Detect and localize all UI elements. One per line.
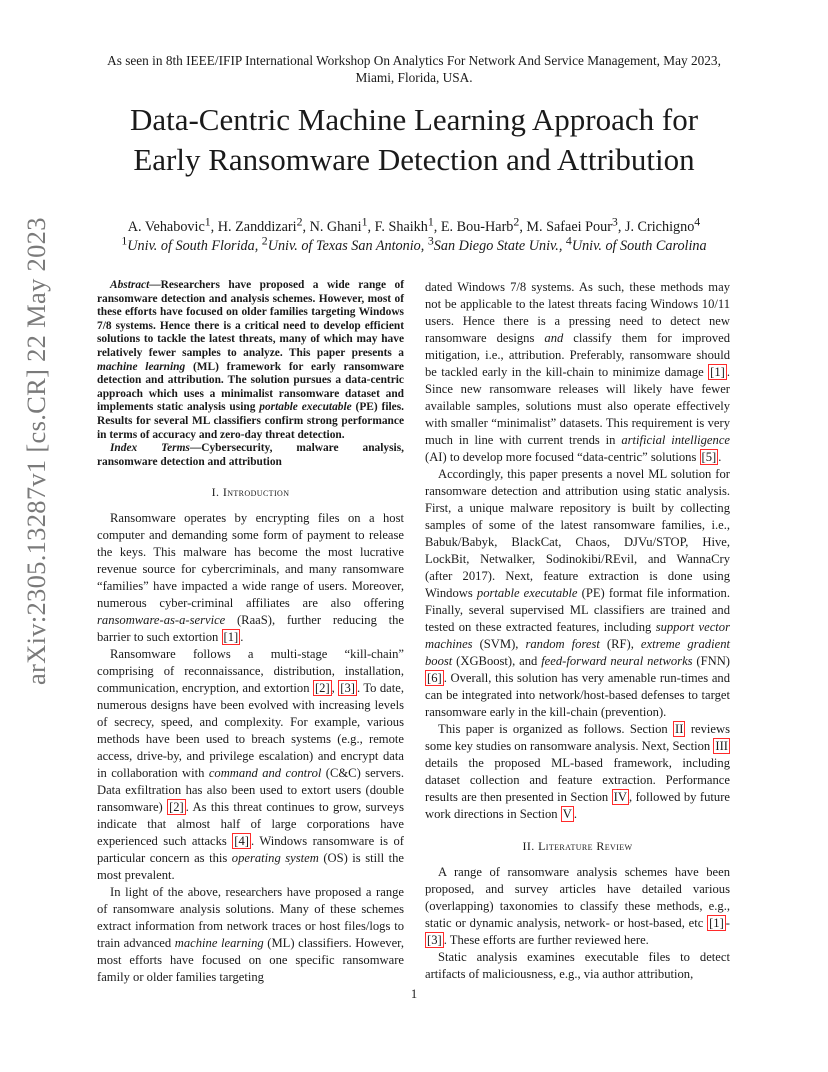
author: E. Bou-Harb$^2$, — [440, 214, 527, 235]
section-ref-link[interactable]: II — [675, 722, 684, 736]
citation-link[interactable]: [4] — [234, 834, 249, 849]
index-terms: Index Terms—Cybersecurity, malware analysis, ransomware detection and attribution — [97, 442, 404, 468]
paragraph: This paper is organized as follows. Section II reviews some key studies on ransomware analysis. Next, Section III details the proposed ML-based framework, including dataset collection and feature extraction. Performance results are then presented in Section IV , followed by future work directions in Section V . — [425, 722, 730, 821]
citation-link[interactable]: [3] — [427, 933, 442, 947]
paragraph: Accordingly, this paper presents a novel ML solution for ransomware detection and attribution using static analysis. First, a unique malware repository is built by collecting samples of some of the latest ransomware families, i.e., Babuk/Babyk, BlackCat, Chaos, DJVu/STOP, Hive, LockBit, Netwalker, Sodinokibi/REvil, and WannaCry (after 2017). Next, feature extraction is done using Windows portable executable (PE) format file information. Finally, several supervised ML classifiers are trained and tested on these extracted features, including support vector machines (SVM), random forest (RF), extreme gradient boost (XGBoost), and feed-forward neural networks (FNN) [6] . Overall, this solution has very amenable run-times and can be integrated into network/host-based defenses to target ransomware early in the kill-chain (prevention). — [425, 467, 731, 719]
citation-link[interactable]: [2] — [314, 681, 330, 696]
venue-note: As seen in 8th IEEE/IFIP International Workshop On Analytics For Network And Service Management, May 2023, Miami, Florida, USA. — [107, 53, 721, 85]
section-ref-link[interactable]: V — [562, 807, 572, 821]
right-column — [425, 279, 730, 983]
citation-link[interactable]: [1] — [710, 365, 725, 379]
citation-link[interactable]: [6] — [427, 671, 442, 685]
author: A. Vehabovic$^1$, — [127, 214, 218, 235]
citation-link[interactable]: [5] — [701, 450, 717, 464]
author: N. Ghani$^1$, — [309, 214, 375, 235]
paragraph: dated Windows 7/8 systems. As such, these methods may not be applicable to the latest threats facing Windows 10/11 users. Hence there is a pressing need to detect new ransomware designs and classify them for improved mitigation, i.e., attribution. Preferably, ransomware should be tackled early in the kill-chain to minimize damage [1] . Since new ransomware releases will likely have fewer available samples, solutions must also operate effectively with smaller “minimalist” datasets. This requirement is very much in line with current trends in artificial intelligence (AI) to develop more focused “data-centric” solutions [5] . — [425, 280, 730, 464]
arxiv-stamp: arXiv:2305.13287v1 [cs.CR] 22 May 2023 — [21, 217, 51, 685]
abstract: Abstract—Researchers have proposed a wide range of ransomware detection and analysis schemes. However, most of these efforts have focused on older families targeting Windows 7/8 systems. Hence there is a critical need to develop efficient solutions to tackle the latest threats, many of which may have relatively fewer samples to analyze. This paper presents a machine learning (ML) framework for early ransomware detection and attribution. The solution pursues a data-centric approach which uses a minimalist ransomware dataset and implements static analysis using portable executable (PE) files. Results for several ML classifiers confirm strong performance in terms of accuracy and zero-day threat detection. — [97, 279, 405, 441]
paragraph: Ransomware operates by encrypting files on a host computer and demanding some form of payment to release the keys. This malware has become the most lucrative revenue source for cybercriminals, and many ransomware “families” have impacted a wide range of users. Moreover, numerous cyber-criminal affiliates are also offering ransomware-as-a-service (RaaS), further reducing the barrier to such extortion [1] . — [97, 511, 404, 645]
title-line-2: Early Ransomware Detection and Attribution — [133, 142, 695, 177]
author: F. Shaikh$^1$, — [374, 214, 441, 235]
section-ref-link[interactable]: III — [715, 739, 728, 753]
affiliation-list — [40, 231, 788, 256]
paper-title — [60, 100, 768, 180]
affiliation: $^4$Univ. of South Carolina — [565, 233, 707, 254]
citation-link[interactable]: [1] — [223, 630, 239, 645]
citation-link[interactable]: [3] — [340, 681, 355, 696]
paragraph: Static analysis examines executable files to detect artifacts of maliciousness, e.g., via author attribution, — [425, 950, 730, 981]
affiliation: $^2$Univ. of Texas San Antonio, — [261, 233, 428, 254]
affiliation: $^1$Univ. of South Florida, — [121, 233, 262, 254]
citation-link[interactable]: [1] — [709, 916, 724, 930]
affiliation: $^3$San Diego State Univ., — [427, 233, 566, 254]
section-heading-introduction: I. Introduction — [211, 485, 290, 500]
paragraph: In light of the above, researchers have proposed a range of ransomware analysis solutions. Many of these schemes extract information from network traces or host files/logs to train advanced machine learning (ML) classifiers. However, most efforts have focused on one specific ransomware family or older families targeting — [97, 885, 405, 985]
paragraph: Ransomware follows a multi-stage “kill-chain” comprising of reconnaissance, distribution, installation, communication, encryption, and extortion [2] , [3] . To date, numerous designs have been evolved with increasing levels of secrecy, speed, and complexity. For example, various methods have been used to breach systems (e.g., remote access, drive-by, and privilege escalation) and encrypt data in collaboration with command and control (C&C) servers. Data exfiltration has also been used to extort users (double ransomware) [2] . As this threat continues to grow, surveys indicate that almost half of large corporations have experienced such attacks [4] . Windows ransomware is of particular concern as this operating system (OS) is still the most prevalent. — [97, 647, 405, 883]
page-number: 1 — [410, 987, 418, 1001]
paragraph: A range of ransomware analysis schemes have been proposed, and survey articles have detailed various (overlapping) taxonomies to classify these methods, e.g., static or dynamic analysis, network- or host-based, etc [1] - [3] . These efforts are further reviewed here. — [425, 865, 730, 947]
left-column — [97, 279, 404, 986]
section-ref-link[interactable]: IV — [613, 790, 627, 804]
author: M. Safaei Pour$^3$, — [526, 214, 625, 235]
section-heading-literature-review: II. Literature Review — [522, 839, 633, 853]
citation-link[interactable]: [2] — [169, 800, 184, 815]
author: H. Zanddizari$^2$, — [217, 214, 310, 235]
title-line-1: Data-Centric Machine Learning Approach for — [129, 102, 699, 137]
author: J. Crichigno$^4$ — [624, 214, 701, 235]
